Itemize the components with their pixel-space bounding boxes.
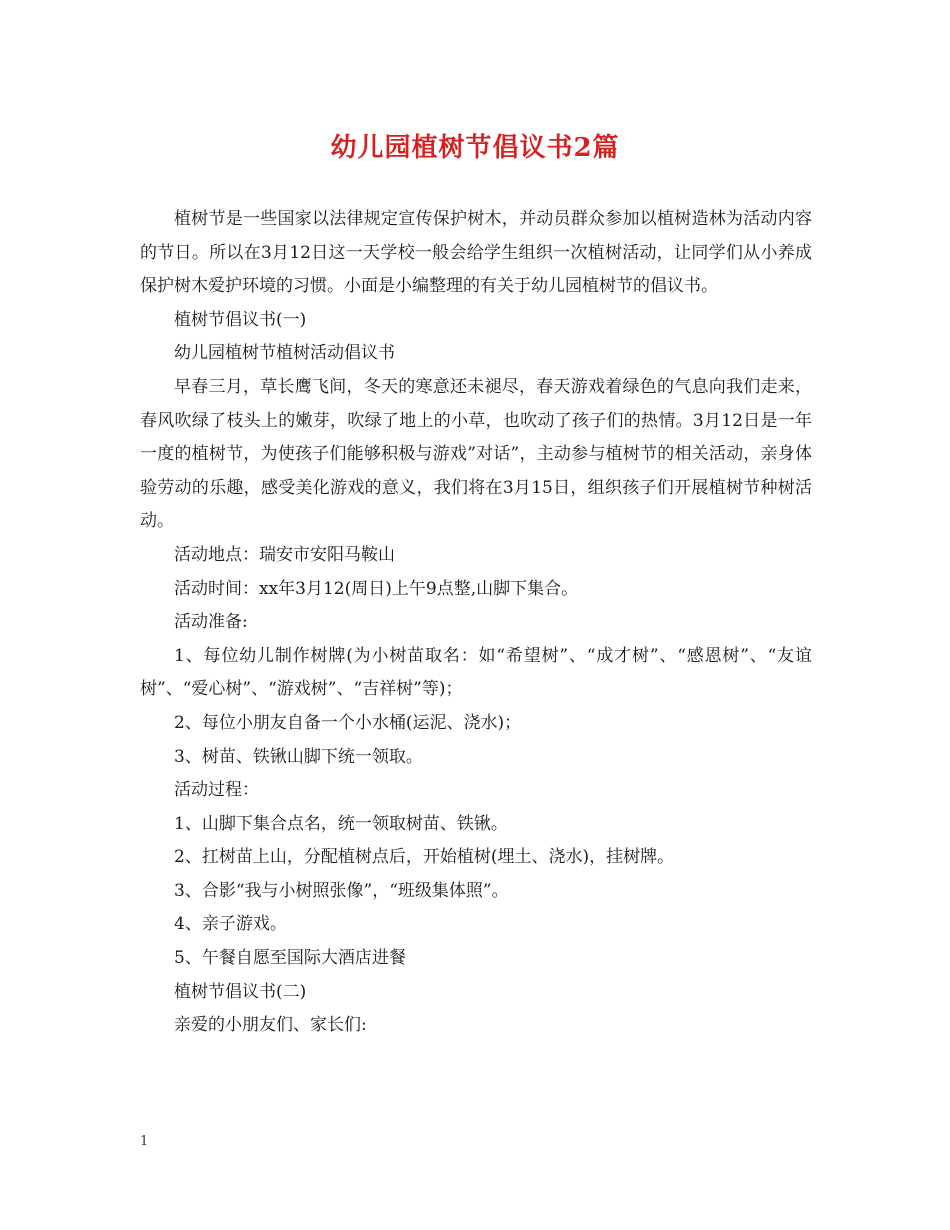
paragraph-process-3: 3、合影“我与小树照张像”，“班级集体照”。 — [174, 880, 509, 901]
paragraph-location: 活动地点：瑞安市安阳马鞍山 — [174, 544, 395, 565]
paragraph-process-2: 2、扛树苗上山，分配植树点后，开始植树(埋土、浇水)，挂树牌。 — [174, 847, 675, 868]
document-title: 幼儿园植树节倡议书2篇 — [330, 133, 620, 163]
document-body — [140, 203, 812, 1043]
paragraph-process-1: 1、山脚下集合点名，统一领取树苗、铁锹。 — [174, 813, 508, 834]
paragraph-preparation-2: 2、每位小朋友自备一个小水桶(运泥、浇水)； — [174, 712, 522, 733]
paragraph-subtitle: 幼儿园植树节植树活动倡议书 — [174, 343, 395, 364]
paragraph-preparation-3: 3、树苗、铁锹山脚下统一领取。 — [174, 746, 423, 767]
paragraph-preparation-heading: 活动准备: — [174, 612, 248, 633]
paragraph-greeting: 亲爱的小朋友们、家长们: — [174, 1015, 367, 1036]
paragraph-process-heading: 活动过程： — [174, 780, 259, 801]
paragraph-intro: 植树节是一些国家以法律规定宣传保护树木，并动员群众参加以植树造林为活动内容的节日。所以在3月12日这一天学校一般会给学生组织一次植树活动，让同学们从小养成保护树木爱护环境的习惯。小面是小编整理的有关于幼儿园植树节的倡议书。 — [140, 209, 812, 297]
paragraph-section-heading-1: 植树节倡议书(一) — [174, 309, 307, 330]
paragraph-spring: 早春三月，草长鹰飞间，冬天的寒意还未褪尽，春天游戏着绿色的气息向我们走来，春风吹绿了枝头上的嫩芽，吹绿了地上的小草，也吹动了孩子们的热情。3月12日是一年一度的植树节，为使孩子们能够积极与游戏”对话”，主动参与植树节的相关活动，亲身体验劳动的乐趣，感受美化游戏的意义，我们将在3月15日，组织孩子们开展植树节种树活动。 — [140, 376, 812, 532]
paragraph-process-4: 4、亲子游戏。 — [174, 914, 287, 935]
paragraph-process-5: 5、午餐自愿至国际大酒店进餐 — [174, 948, 406, 969]
paragraph-time: 活动时间：xx年3月12(周日)上午9点整,山脚下集合。 — [174, 578, 579, 599]
paragraph-preparation-1: 1、每位幼儿制作树牌(为小树苗取名：如“希望树”、“成才树”、“感恩树”、“友谊树”、“爱心树”、“游戏树”、“吉祥树”等)； — [140, 645, 812, 700]
page-number: 1 — [140, 1134, 149, 1149]
paragraph-section-heading-2: 植树节倡议书(二) — [174, 981, 307, 1002]
